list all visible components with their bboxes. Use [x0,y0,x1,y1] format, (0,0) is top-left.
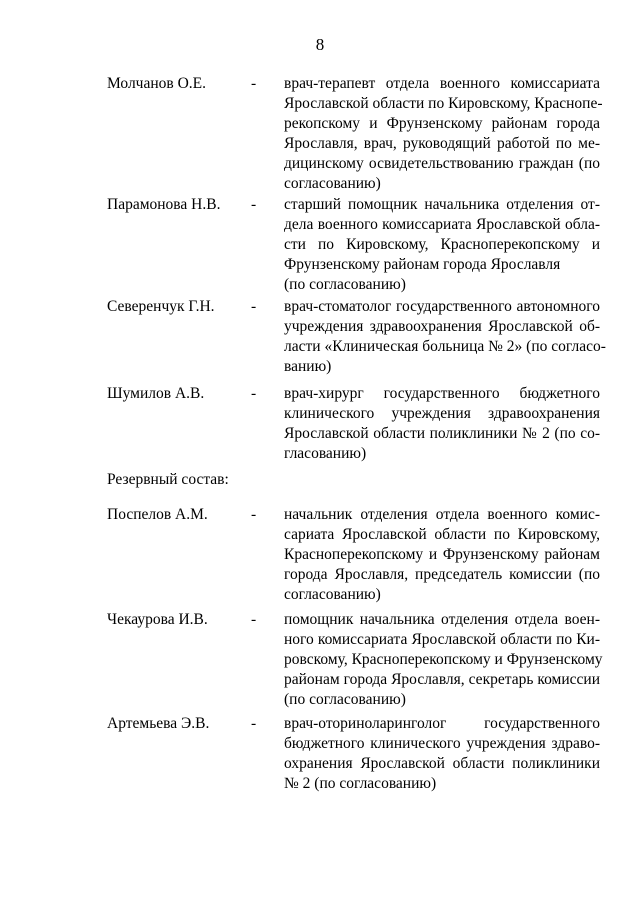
description-line: рекопскому и Фрунзенскому районам города [284,115,600,132]
page-number: 8 [315,35,325,54]
description-line: города Ярославля, председатель комиссии (по [284,566,600,583]
entry-artemeva [0,714,640,794]
position-description [284,714,600,794]
entry-paramonova [0,195,640,295]
description-line: учреждения здравоохранения Ярославской об- [284,318,600,335]
description-line: дицинскому освидетельствованию граждан (по [284,155,600,172]
person-name: Поспелов А.М. [107,506,208,523]
entry-chekaurova [0,610,640,710]
description-line: старший помощник начальника отделения от- [284,196,600,213]
description-line: Красноперекопскому и Фрунзенскому районам [284,546,600,563]
dash-separator: - [251,75,257,92]
person-name: Северенчук Г.Н. [107,298,215,315]
dash-separator: - [251,715,257,732]
dash-separator: - [251,385,257,402]
description-line: ного комиссариата Ярославской области по Ки- [284,631,600,648]
description-line: (по согласованию) [284,691,406,708]
description-line: охранения Ярославской области поликлиники [284,755,600,772]
entry-pospelov [0,505,640,605]
description-line: начальник отделения отдела военного комис- [284,506,600,523]
reserve-section-label: Резервный состав: [107,471,229,488]
description-line: врач-стоматолог государственного автономного [284,298,600,315]
description-line: врач-оториноларинголог государственного [284,715,600,732]
dash-separator: - [251,298,257,315]
position-description [284,74,603,194]
dash-separator: - [251,506,257,523]
person-name: Парамонова Н.В. [107,196,221,213]
person-name: Артемьева Э.В. [107,715,210,732]
description-line: Фрунзенскому районам города Ярославля [284,256,561,273]
description-line: ванию) [284,358,332,375]
description-line: бюджетного клинического учреждения здраво- [284,735,600,752]
position-description [284,297,606,377]
description-line: врач-хирург государственного бюджетного [284,385,600,402]
description-line: Ярославской области поликлиники № 2 (по со- [284,425,600,442]
description-line: помощник начальника отделения отдела воен- [284,611,600,628]
description-line: клинического учреждения здравоохранения [284,405,600,422]
person-name: Чекаурова И.В. [107,611,208,628]
dash-separator: - [251,611,257,628]
description-line: № 2 (по согласованию) [284,775,437,792]
description-line: (по согласованию) [284,276,406,293]
description-line: ровскому, Красноперекопскому и Фрунзенскому [284,651,603,668]
description-line: согласованию) [284,586,381,603]
person-name: Шумилов А.В. [107,385,205,402]
entry-shumilov [0,384,640,464]
description-line: врач-терапевт отдела военного комиссариата [284,75,600,92]
description-line: сти по Кировскому, Красноперекопскому и [284,236,600,253]
description-line: Ярославской области по Кировскому, Краснопе- [284,95,603,112]
description-line: согласованию) [284,175,381,192]
description-line: ласти «Клиническая больница № 2» (по согласо- [284,338,606,355]
person-name: Молчанов О.Е. [107,75,207,92]
entry-molchanov [0,74,640,194]
entry-severenchuk [0,297,640,377]
dash-separator: - [251,196,257,213]
position-description [284,610,603,710]
description-line: гласованию) [284,445,367,462]
description-line: сариата Ярославской области по Кировскому, [284,526,600,543]
description-line: дела военного комиссариата Ярославской обла- [284,216,600,233]
description-line: Ярославля, врач, руководящий работой по ме- [284,135,600,152]
position-description [284,195,600,295]
position-description [284,384,600,464]
position-description [284,505,600,605]
description-line: районам города Ярославля, секретарь комиссии [284,671,600,688]
